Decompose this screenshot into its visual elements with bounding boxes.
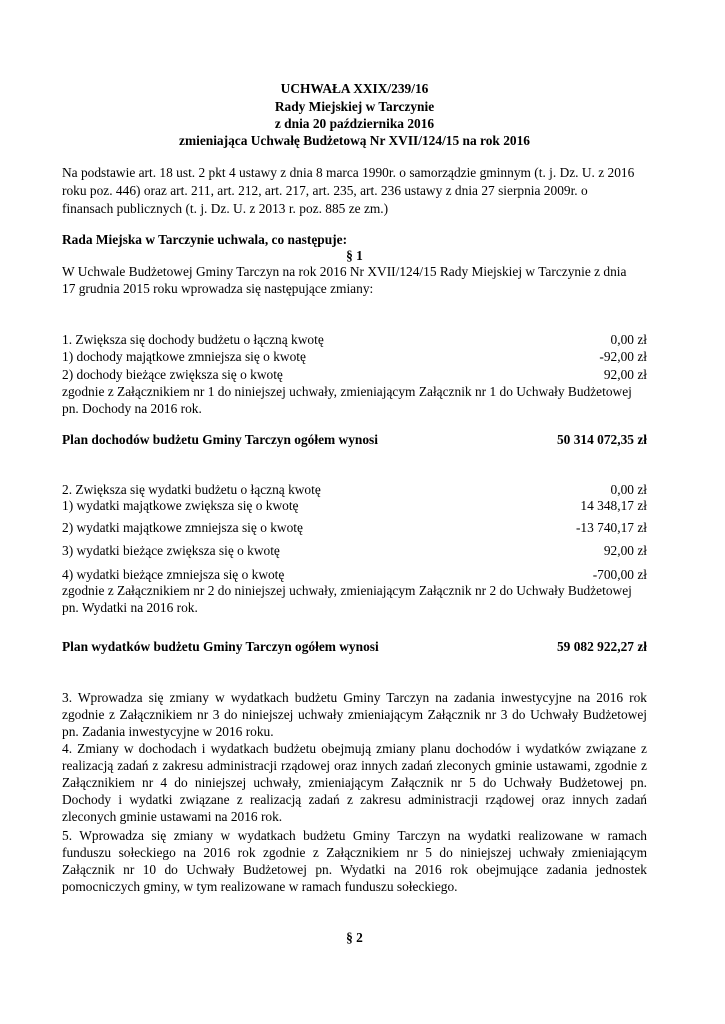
income-row: [62, 348, 647, 366]
income-row-label: 2) dochody bieżące zwiększa się o kwotę: [62, 367, 283, 382]
expense-row-value: 92,00 zł: [603, 543, 647, 558]
item-3-line: 3. Wprowadza się zmiany w wydatkach budżetu Gminy Tarczyn na zadania inwestycyjne na 2016 rok: [62, 690, 647, 705]
income-row-value: 92,00 zł: [603, 367, 647, 382]
item-3-line: pn. Zadania inwestycyjne w 2016 roku.: [62, 724, 274, 739]
preamble-line: Na podstawie art. 18 ust. 2 pkt 4 ustawy z dnia 8 marca 1990r. o samorządzie gminnym (t. j. Dz. U. z 2016: [62, 165, 635, 180]
preamble-line: finansach publicznych (t. j. Dz. U. z 2013 r. poz. 885 ze zm.): [62, 201, 389, 216]
item-5-line: Załącznik nr 10 do Uchwały Budżetowej pn. Wydatki na 2016 rok obejmujące zadania jednostek: [62, 862, 647, 877]
item-5-line: pomocniczych gminy, w tym realizowane w ramach funduszu sołeckiego.: [62, 879, 458, 894]
paragraph-1-text: 17 grudnia 2015 roku wprowadza się następujące zmiany:: [62, 281, 374, 296]
income-note: pn. Dochody na 2016 rok.: [62, 401, 202, 416]
income-row-label: 1. Zwiększa się dochody budżetu o łączną kwotę: [62, 332, 324, 347]
expense-row-label: 3) wydatki bieżące zwiększa się o kwotę: [62, 543, 280, 558]
expense-total: [62, 638, 647, 656]
expense-row-value: 14 348,17 zł: [580, 498, 647, 513]
expense-row-label: 2. Zwiększa się wydatki budżetu o łączną kwotę: [62, 482, 321, 497]
income-total-value: 50 314 072,35 zł: [556, 432, 647, 447]
income-row-label: 1) dochody majątkowe zmniejsza się o kwotę: [62, 349, 306, 364]
expense-row-value: 0,00 zł: [610, 482, 647, 497]
income-total-label: Plan dochodów budżetu Gminy Tarczyn ogółem wynosi: [62, 432, 378, 447]
expense-total-value: 59 082 922,27 zł: [556, 639, 647, 654]
item-4-line: realizacją zadań z zakresu administracji rządowej oraz innych zadań zleconych gminie ustawami, zgodnie z: [62, 758, 647, 773]
income-row: [62, 366, 647, 384]
item-5-line: funduszu sołeckiego na 2016 rok zgodnie z Załącznikiem nr 5 do niniejszej uchwały zmieniającym: [62, 845, 647, 860]
income-row-value: -92,00 zł: [599, 349, 647, 364]
expense-total-label: Plan wydatków budżetu Gminy Tarczyn ogółem wynosi: [62, 639, 379, 654]
income-row-value: 0,00 zł: [610, 332, 647, 347]
item-4-line: Dochody i wydatki związane z realizacją zadań z zakresu administracji rządowej oraz innych zadań: [62, 792, 647, 807]
item-4-line: Załącznikiem nr 4 do niniejszej uchwały, zmieniającym Załącznik nr 5 do Uchwały Budżetowej pn.: [62, 775, 647, 790]
expense-row: [62, 542, 647, 560]
council-name: Rady Miejskiej w Tarczynie: [274, 99, 435, 114]
paragraph-1-text: W Uchwale Budżetowej Gminy Tarczyn na rok 2016 Nr XVII/124/15 Rady Miejskiej w Tarczynie z dnia: [62, 264, 627, 279]
expense-row: [62, 519, 647, 537]
item-3-line: zgodnie z Załącznikiem nr 3 do niniejszej uchwały zmieniającym Załącznik nr 3 do Uchwały Budżetowej: [62, 707, 647, 722]
expense-row-label: 4) wydatki bieżące zmniejsza się o kwotę: [62, 567, 285, 582]
preamble-line: roku poz. 446) oraz art. 211, art. 212, art. 217, art. 235, art. 236 ustawy z dnia 27 sierpnia 2009r. o: [62, 183, 588, 198]
item-4-line: zleconych gminie ustawami na 2016 rok.: [62, 809, 283, 824]
resolution-date: z dnia 20 października 2016: [274, 116, 435, 131]
paragraph-2-symbol: § 2: [346, 930, 363, 945]
resolves-heading: Rada Miejska w Tarczynie uchwala, co następuje:: [62, 232, 348, 247]
expense-note: zgodnie z Załącznikiem nr 2 do niniejszej uchwały, zmieniającym Załącznik nr 2 do Uchwały Budżetowej: [62, 583, 632, 598]
expense-row-value: -13 740,17 zł: [575, 520, 647, 535]
item-4-line: 4. Zmiany w dochodach i wydatkach budżetu obejmują zmiany planu dochodów i wydatków związane z: [62, 741, 647, 756]
expense-row: [62, 497, 647, 515]
expense-row-label: 2) wydatki majątkowe zmniejsza się o kwotę: [62, 520, 303, 535]
resolution-number: UCHWAŁA XXIX/239/16: [280, 81, 429, 96]
income-row: [62, 331, 647, 349]
paragraph-1-symbol: § 1: [346, 248, 363, 263]
item-5-line: 5. Wprowadza się zmiany w wydatkach budżetu Gminy Tarczyn na wydatki realizowane w ramach: [62, 828, 647, 843]
expense-row-value: -700,00 zł: [592, 567, 647, 582]
income-total: [62, 431, 647, 449]
expense-row-label: 1) wydatki majątkowe zwiększa się o kwotę: [62, 498, 299, 513]
income-note: zgodnie z Załącznikiem nr 1 do niniejszej uchwały, zmieniającym Załącznik nr 1 do Uchwały Budżetowej: [62, 384, 632, 399]
resolution-subject: zmieniająca Uchwałę Budżetową Nr XVII/124/15 na rok 2016: [179, 133, 530, 148]
expense-note: pn. Wydatki na 2016 rok.: [62, 600, 198, 615]
